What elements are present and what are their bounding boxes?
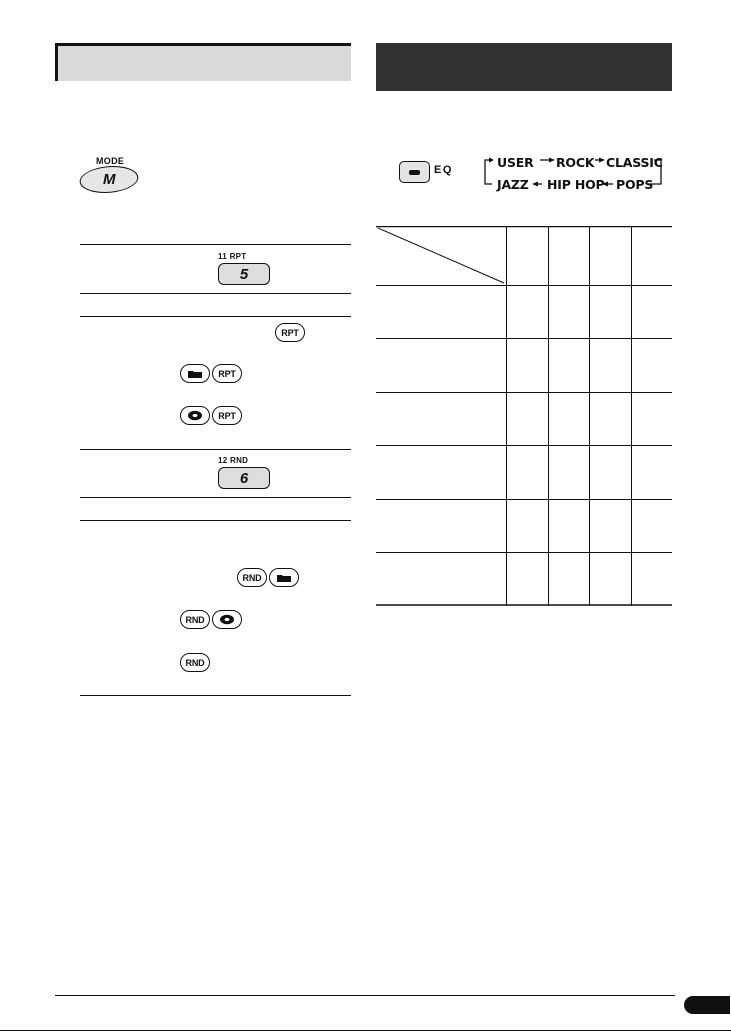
rpt-indicator-text: RPT: [218, 410, 236, 421]
arrow-left-icon: [532, 182, 538, 187]
footer-rule: [55, 995, 675, 996]
right-section-header: [376, 43, 672, 91]
rnd-indicator: [237, 568, 267, 587]
eq-button-label: EQ: [434, 164, 453, 176]
rpt-indicator-text: RPT: [218, 368, 236, 379]
repeat-button[interactable]: [218, 263, 270, 285]
repeat-button-key: 5: [239, 265, 249, 283]
random-button-label: 12 RND: [218, 456, 249, 465]
rnd-indicator-text: RND: [185, 657, 205, 668]
divider: [80, 244, 351, 245]
divider: [80, 293, 351, 294]
divider: [80, 520, 351, 521]
rpt-indicator: [275, 323, 305, 342]
disc-icon: [219, 614, 235, 625]
rnd-indicator-text: RND: [185, 614, 205, 625]
disc-indicator: [212, 610, 242, 629]
rpt-indicator: [212, 364, 242, 383]
mode-button-key: M: [102, 171, 116, 188]
folder-icon: [276, 573, 292, 583]
folder-indicator: [180, 364, 210, 383]
repeat-button-label: 11 RPT: [218, 252, 247, 261]
random-button[interactable]: [218, 467, 270, 489]
table-grid: [376, 226, 672, 606]
divider: [80, 449, 351, 450]
divider: [80, 497, 351, 498]
rpt-indicator-text: RPT: [281, 327, 299, 338]
folder-icon: [187, 369, 203, 379]
eq-preset-pops: POPS: [616, 177, 654, 192]
eq-button[interactable]: [399, 161, 430, 183]
random-button-key: 6: [239, 469, 249, 487]
eq-button-dot: [409, 170, 420, 175]
rnd-indicator-text: RND: [242, 572, 262, 583]
eq-preset-jazz: JAZZ: [497, 177, 529, 192]
disc-icon: [187, 410, 203, 421]
eq-preset-rock: ROCK: [556, 155, 595, 170]
eq-settings-table: [376, 226, 672, 606]
eq-preset-classic: CLASSIC: [606, 155, 663, 170]
divider: [80, 316, 351, 317]
eq-preset-hiphop: HIP HOP: [547, 177, 605, 192]
eq-preset-user: USER: [497, 155, 534, 170]
mode-button[interactable]: [76, 166, 143, 193]
disc-indicator: [180, 406, 210, 425]
divider: [80, 695, 351, 696]
rpt-indicator: [212, 406, 242, 425]
arrow-right-icon: [549, 158, 555, 163]
rnd-indicator: [180, 653, 210, 672]
left-section-header: [55, 43, 351, 81]
arrow-right-icon: [599, 158, 605, 163]
arrow-right-icon: [489, 158, 494, 163]
page-bottom-edge: [0, 1030, 731, 1031]
rnd-indicator: [180, 610, 210, 629]
page-number-tab: [684, 996, 730, 1014]
mode-button-label: MODE: [96, 156, 125, 166]
folder-indicator: [269, 568, 299, 587]
